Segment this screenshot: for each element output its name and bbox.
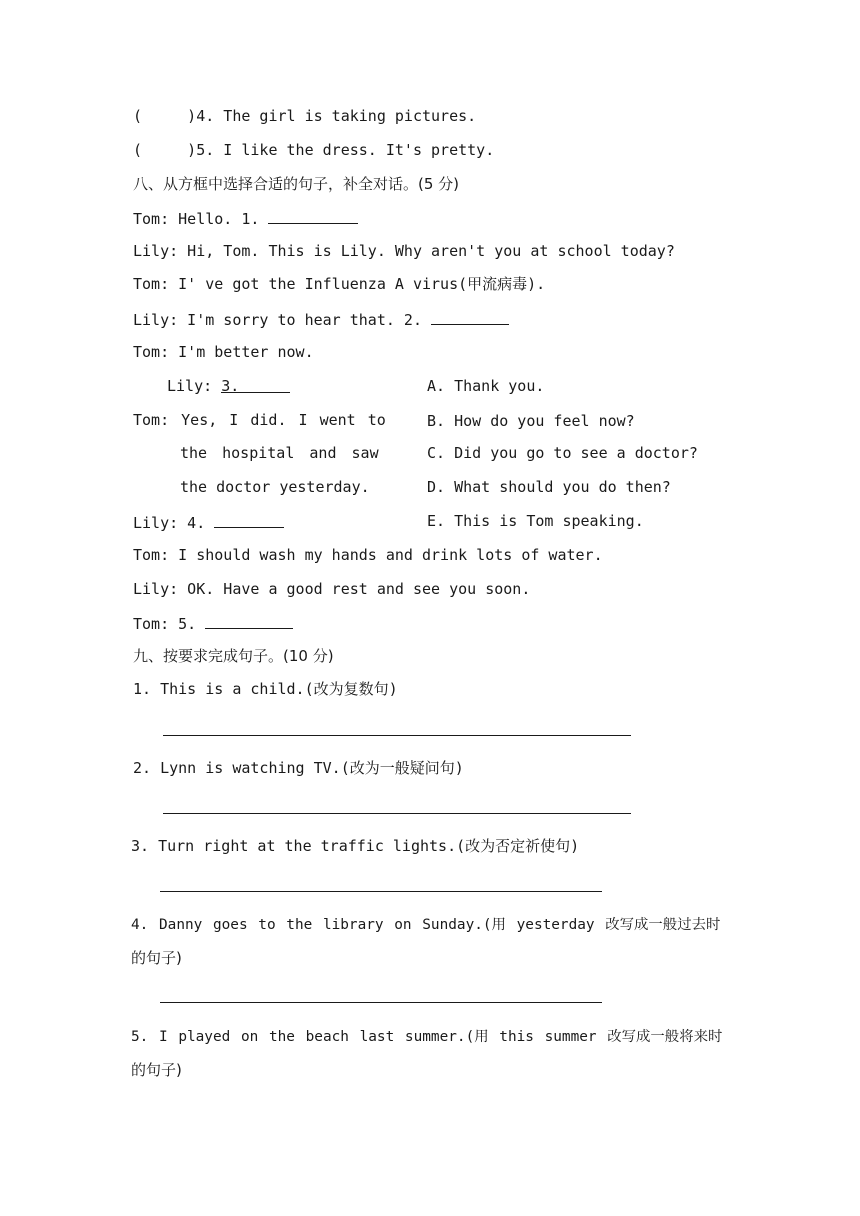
dialogue-line-9: the doctor yesterday. [180,478,370,496]
option-d: D. What should you do then? [427,478,671,496]
dialogue-line-8: the hospital and saw [180,444,379,462]
option-b: B. How do you feel now? [427,412,635,430]
judge-item-text: 5. I like the dress. It's pretty. [196,141,495,159]
dialogue-line-4: Lily: I'm sorry to hear that. 2. [133,308,509,330]
answer-line-2[interactable] [163,813,631,814]
dialogue-line-6: Lily: 3. [167,376,290,396]
dialogue-line-12: Lily: OK. Have a good rest and see you soon. [133,580,531,598]
answer-blank-4[interactable] [214,511,284,528]
section-9-title: 九、按要求完成句子。(10 分) [133,647,334,665]
rewrite-item-4-cont: 的句子) [131,949,182,967]
option-a: A. Thank you. [427,377,545,395]
judge-item-text: 4. The girl is taking pictures. [196,107,477,125]
answer-paren: ( ) [133,107,197,125]
answer-line-3[interactable] [160,891,602,892]
judge-item-5 [133,140,494,160]
rewrite-item-3: 3. Turn right at the traffic lights.(改为否定祈使句) [131,837,580,855]
judge-item-4 [133,106,476,126]
rewrite-item-4: 4. Danny goes to the library on Sunday.(用 yesterday 改写成一般过去时 [131,917,721,933]
dialogue-line-1: Tom: Hello. 1. [133,207,358,229]
dialogue-line-11: Tom: I should wash my hands and drink lots of water. [133,546,603,564]
answer-line-4[interactable] [160,1002,602,1003]
rewrite-item-5-cont: 的句子) [131,1061,182,1079]
rewrite-item-2: 2. Lynn is watching TV.(改为一般疑问句) [133,759,464,777]
dialogue-line-10: Lily: 4. [133,511,284,533]
answer-blank-3[interactable] [221,376,290,393]
answer-paren: ( ) [133,141,197,159]
dialogue-line-3: Tom: I' ve got the Influenza A virus(甲流病毒). [133,275,546,293]
rewrite-item-5: 5. I played on the beach last summer.(用 this summer 改写成一般将来时 [131,1029,723,1045]
option-c: C. Did you go to see a doctor? [427,444,698,462]
section-8-title: 八、从方框中选择合适的句子，补全对话。(5 分) [133,175,460,193]
answer-blank-1[interactable] [268,207,358,224]
answer-blank-5[interactable] [205,612,293,629]
dialogue-line-2: Lily: Hi, Tom. This is Lily. Why aren't you at school today? [133,242,675,260]
dialogue-line-7: Tom: Yes, I did. I went to [133,411,386,429]
option-e: E. This is Tom speaking. [427,512,644,530]
answer-blank-2[interactable] [431,308,509,325]
dialogue-line-5: Tom: I'm better now. [133,343,314,361]
answer-line-1[interactable] [163,735,631,736]
rewrite-item-1: 1. This is a child.(改为复数句) [133,680,398,698]
dialogue-line-13: Tom: 5. [133,612,293,634]
blank-number: 3. [221,377,240,395]
